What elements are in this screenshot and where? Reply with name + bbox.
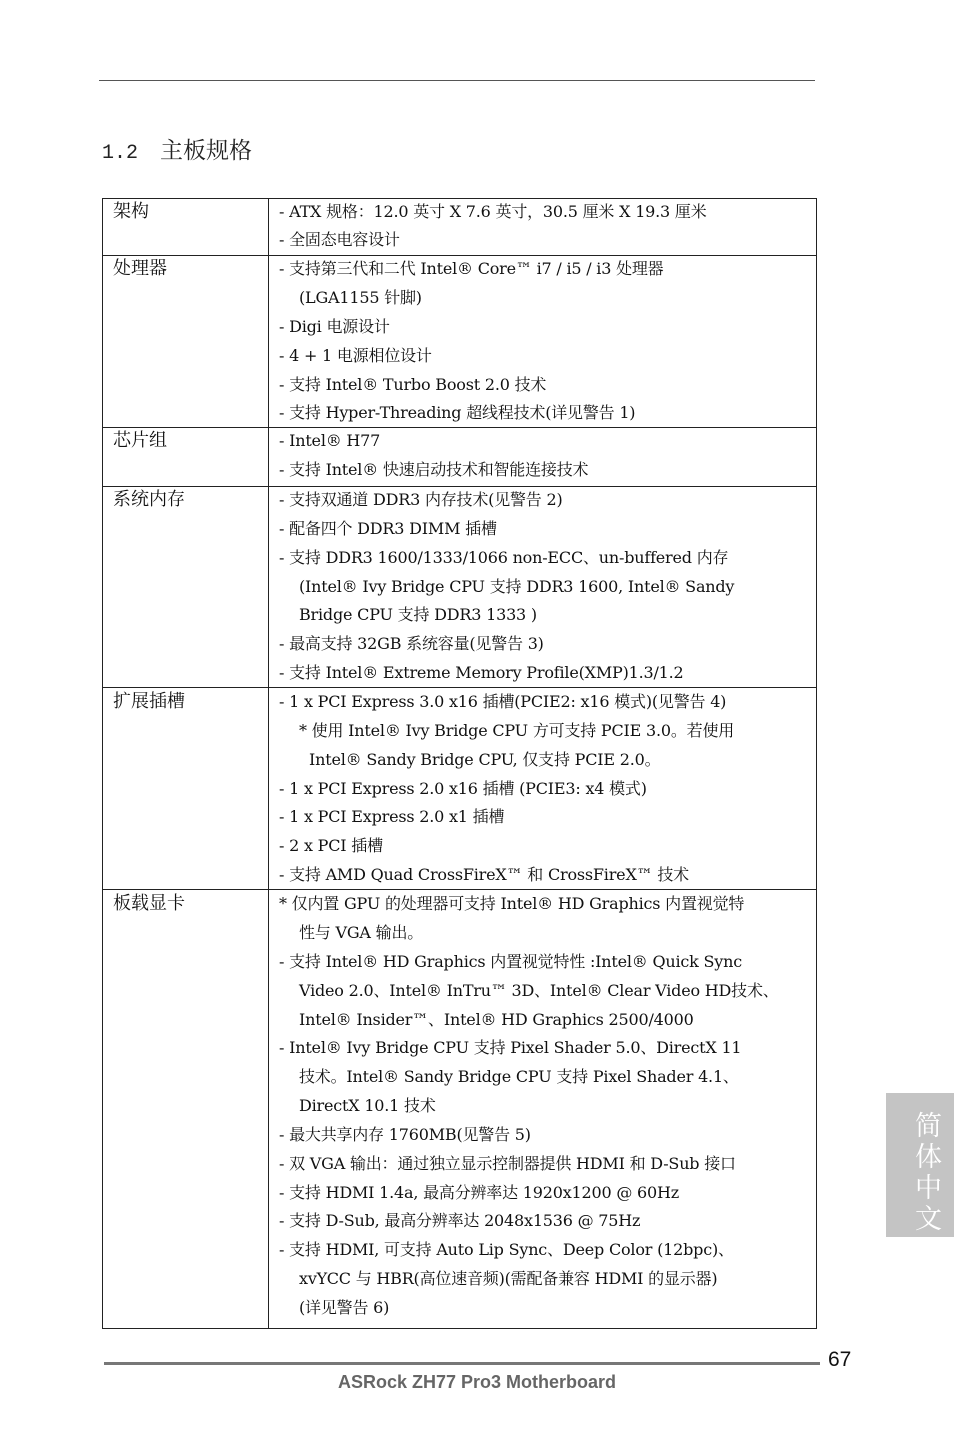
- column-divider: [268, 199, 269, 1328]
- language-tab-label: 简体中文: [910, 1111, 941, 1235]
- spec-line: (Intel® Ivy Bridge CPU 支持 DDR3 1600, Intel® Sandy: [299, 577, 735, 596]
- footer-title: ASRock ZH77 Pro3 Motherboard: [337, 1372, 617, 1392]
- spec-line: - 双 VGA 输出：通过独立显示控制器提供 HDMI 和 D-Sub 接口: [279, 1154, 736, 1173]
- row-divider: [103, 687, 816, 688]
- spec-table: [102, 198, 817, 1329]
- spec-line: Bridge CPU 支持 DDR3 1333 ): [299, 605, 537, 624]
- spec-line: - 支持 Intel® 快速启动技术和智能连接技术: [279, 460, 589, 479]
- spec-line: - 支持 AMD Quad CrossFireX™ 和 CrossFireX™ 技术: [279, 865, 689, 884]
- section-heading: [102, 132, 252, 165]
- spec-line: - 支持 Intel® Turbo Boost 2.0 技术: [279, 375, 547, 394]
- row-divider: [103, 255, 816, 256]
- row-divider: [103, 889, 816, 890]
- row-label-memory: 系统内存: [113, 489, 185, 510]
- spec-line: - 配备四个 DDR3 DIMM 插槽: [279, 519, 497, 538]
- row-divider: [103, 427, 816, 428]
- spec-line: * 使用 Intel® Ivy Bridge CPU 方可支持 PCIE 3.0。若使用: [299, 721, 735, 740]
- spec-line: - 支持 D-Sub, 最高分辨率达 2048x1536 @ 75Hz: [279, 1211, 641, 1230]
- spec-line: - 支持 Intel® Extreme Memory Profile(XMP)1.3/1.2: [279, 663, 684, 682]
- row-label-expansion-slots: 扩展插槽: [113, 691, 185, 712]
- spec-line: - 全固态电容设计: [279, 230, 400, 249]
- spec-line: Intel® Sandy Bridge CPU, 仅支持 PCIE 2.0。: [309, 750, 661, 769]
- spec-line: - Digi 电源设计: [279, 317, 390, 336]
- section-title: 主板规格: [160, 138, 253, 164]
- spec-line: - 支持 HDMI, 可支持 Auto Lip Sync、Deep Color (12bpc)、: [279, 1240, 734, 1259]
- spec-line: - 支持 DDR3 1600/1333/1066 non-ECC、un-buffered 内存: [279, 548, 729, 567]
- spec-line: - 4 + 1 电源相位设计: [279, 346, 432, 365]
- spec-line: - Intel® H77: [279, 431, 381, 450]
- row-label-graphics: 板载显卡: [113, 893, 185, 914]
- spec-line: 技术。Intel® Sandy Bridge CPU 支持 Pixel Shader 4.1、: [299, 1067, 739, 1086]
- spec-line: - 支持 HDMI 1.4a, 最高分辨率达 1920x1200 @ 60Hz: [279, 1183, 679, 1202]
- spec-line: - 最高支持 32GB 系统容量(见警告 3): [279, 634, 544, 653]
- spec-line: - Intel® Ivy Bridge CPU 支持 Pixel Shader 5.0、DirectX 11: [279, 1038, 742, 1057]
- top-rule: [99, 80, 815, 81]
- spec-line: - 支持第三代和二代 Intel® Core™ i7 / i5 / i3 处理器: [279, 259, 664, 278]
- row-label-chipset: 芯片组: [113, 430, 167, 451]
- footer-rule: [104, 1362, 820, 1365]
- spec-line: 性与 VGA 输出。: [299, 923, 424, 942]
- row-label-form-factor: 架构: [113, 201, 149, 222]
- row-label-cpu: 处理器: [113, 258, 167, 279]
- spec-line: xvYCC 与 HBR(高位速音频)(需配备兼容 HDMI 的显示器): [299, 1269, 718, 1288]
- page-number: 67: [828, 1348, 852, 1371]
- spec-line: (LGA1155 针脚): [299, 288, 422, 307]
- spec-line: - 支持 Intel® HD Graphics 内置视觉特性 :Intel® Quick Sync: [279, 952, 743, 971]
- spec-line: - 1 x PCI Express 2.0 x16 插槽 (PCIE3: x4 模式): [279, 779, 647, 798]
- spec-line: Video 2.0、Intel® InTru™ 3D、Intel® Clear Video HD技术、: [299, 981, 779, 1000]
- language-tab: [886, 1093, 954, 1237]
- spec-line: Intel® Insider™、Intel® HD Graphics 2500/4000: [299, 1010, 694, 1029]
- spec-line: - 支持 Hyper-Threading 超线程技术(详见警告 1): [279, 403, 636, 422]
- spec-line: - 支持双通道 DDR3 内存技术(见警告 2): [279, 490, 563, 509]
- spec-line: DirectX 10.1 技术: [299, 1096, 436, 1115]
- section-number: 1.2: [102, 142, 139, 165]
- spec-line: - 最大共享内存 1760MB(见警告 5): [279, 1125, 531, 1144]
- spec-line: - 2 x PCI 插槽: [279, 836, 383, 855]
- spec-line: - ATX 规格：12.0 英寸 X 7.6 英寸，30.5 厘米 X 19.3 厘米: [279, 202, 707, 221]
- spec-line: - 1 x PCI Express 3.0 x16 插槽(PCIE2: x16 模式)(见警告 4): [279, 692, 727, 711]
- row-divider: [103, 486, 816, 487]
- spec-line: * 仅内置 GPU 的处理器可支持 Intel® HD Graphics 内置视觉特: [279, 894, 745, 913]
- spec-line: - 1 x PCI Express 2.0 x1 插槽: [279, 807, 505, 826]
- spec-line: (详见警告 6): [299, 1298, 390, 1317]
